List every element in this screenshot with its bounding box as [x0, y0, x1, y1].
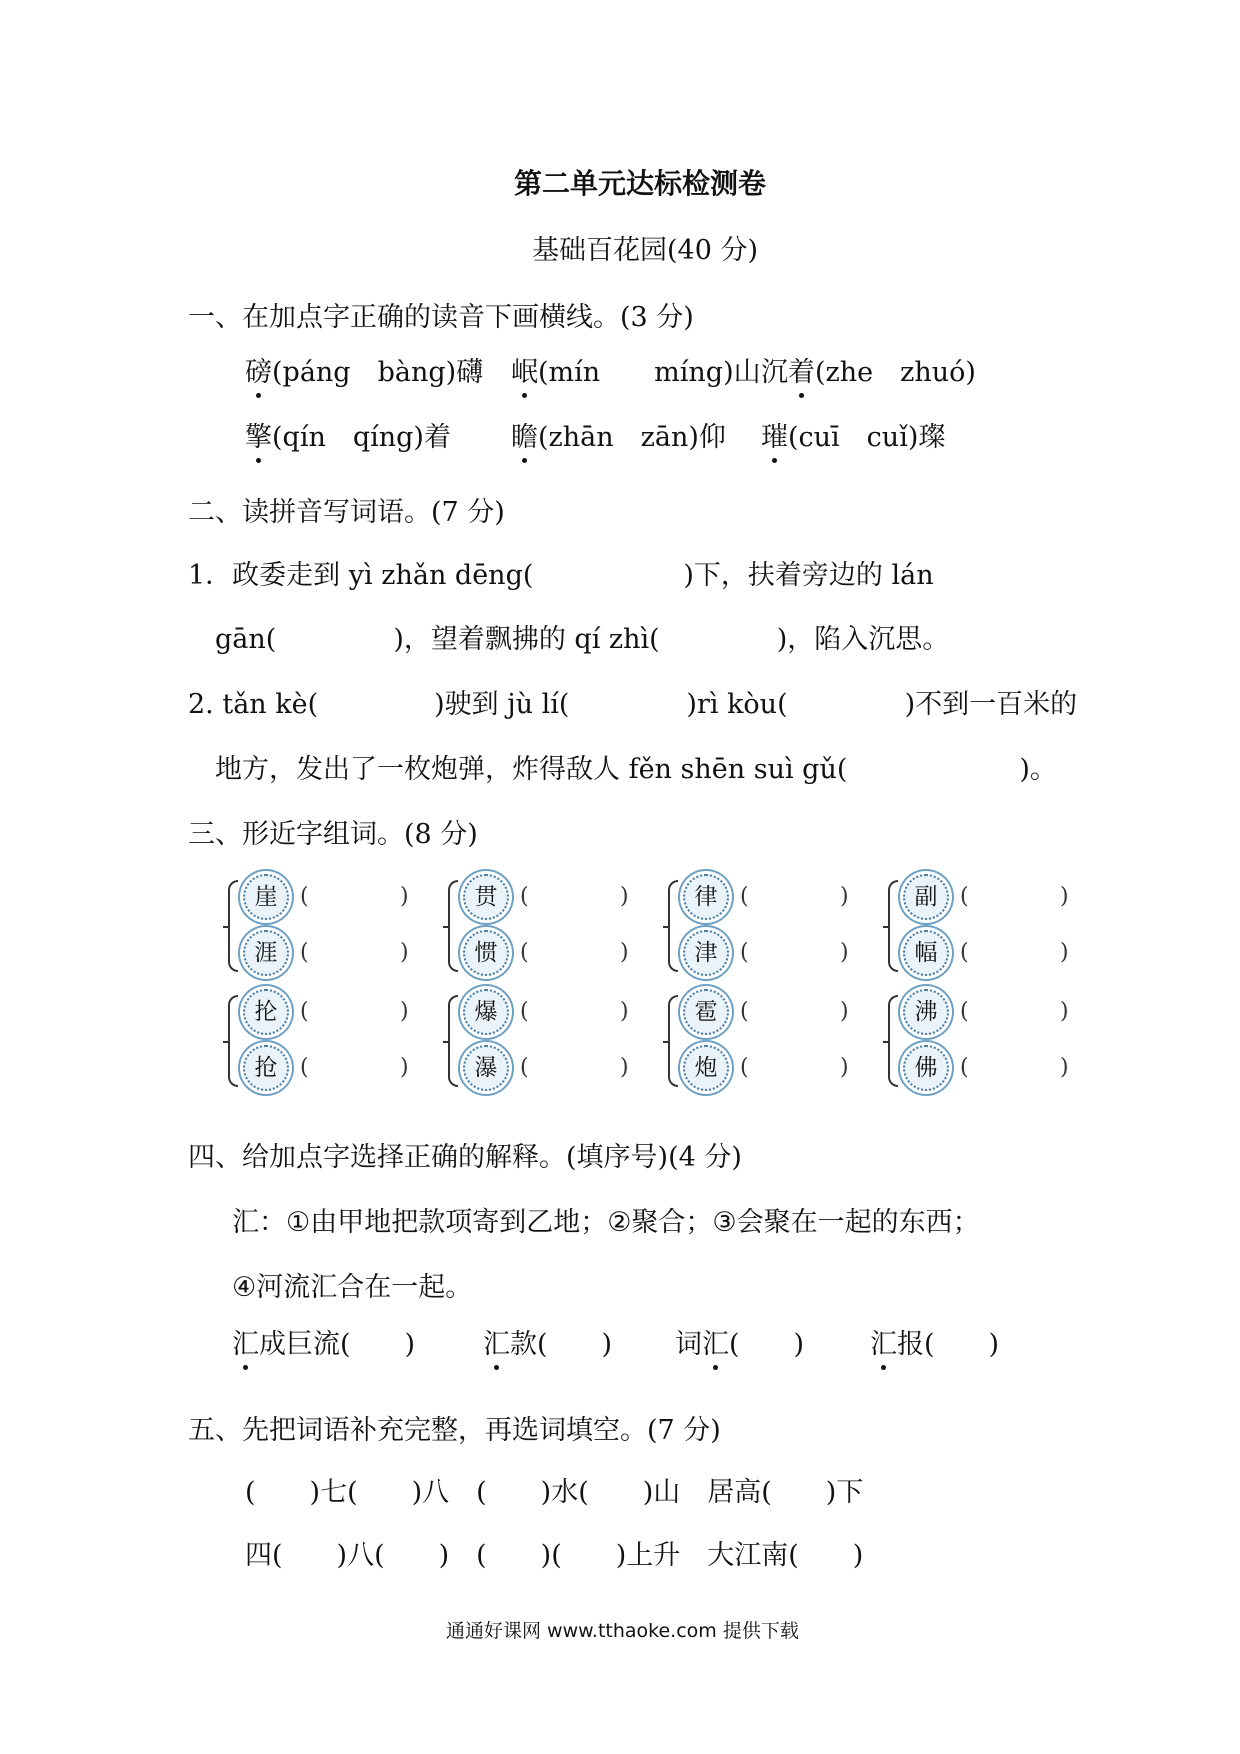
- char-badge: 副: [903, 874, 949, 920]
- q2-text: )rì kòu(: [686, 689, 788, 720]
- group-brace: [448, 995, 458, 1087]
- answer-paren-close[interactable]: ): [620, 940, 629, 965]
- answer-paren-close[interactable]: ): [840, 884, 849, 909]
- char-badge: 瀑: [463, 1045, 509, 1091]
- q5-row-2[interactable]: 四( )八( ) ( )( )上升 大江南( ): [245, 1540, 864, 1571]
- dotted-char: 瞻: [511, 415, 538, 454]
- group-brace: [668, 995, 678, 1087]
- answer-paren-open[interactable]: (: [740, 884, 749, 909]
- q2-line-2: [215, 617, 949, 656]
- answer-paren-open[interactable]: (: [960, 1055, 969, 1080]
- meaning-item[interactable]: [483, 1322, 612, 1361]
- answer-paren-close[interactable]: ): [400, 884, 409, 909]
- q2-text: gān(: [215, 624, 277, 655]
- answer-paren-close[interactable]: ): [620, 1055, 629, 1080]
- answer-paren-close[interactable]: ): [1060, 1055, 1069, 1080]
- char-badge: 幅: [903, 930, 949, 976]
- dotted-char: 擎: [245, 415, 272, 454]
- answer-paren-open[interactable]: (: [300, 1055, 309, 1080]
- char-badge: 律: [683, 874, 729, 920]
- pinyin-choice[interactable]: [245, 415, 451, 454]
- q2-text: )下，扶着旁边的 lán: [683, 560, 934, 591]
- q5-heading: 五、先把词语补充完整，再选词填空。(7 分): [188, 1415, 721, 1446]
- answer-paren-close[interactable]: ): [1060, 884, 1069, 909]
- page-footer: 通通好课网 www.tthaoke.com 提供下载: [446, 1620, 799, 1642]
- char-badge: 炮: [683, 1045, 729, 1091]
- answer-paren-open[interactable]: (: [520, 999, 529, 1024]
- dotted-char: 磅: [245, 350, 272, 389]
- answer-paren-open[interactable]: (: [960, 999, 969, 1024]
- char-badge: 爆: [463, 989, 509, 1035]
- page-title: 第二单元达标检测卷: [514, 167, 767, 200]
- answer-paren-close[interactable]: ): [620, 999, 629, 1024]
- char-badge: 抡: [243, 989, 289, 1035]
- dotted-char: 汇: [483, 1322, 510, 1361]
- answer-paren-close[interactable]: ): [400, 999, 409, 1024]
- q2-text: )。: [1019, 754, 1057, 785]
- answer-paren-close[interactable]: ): [400, 940, 409, 965]
- pinyin-options: (qín qíng)着: [272, 422, 451, 453]
- q2-text: 1．政委走到 yì zhǎn dēng(: [188, 560, 534, 591]
- answer-paren-open[interactable]: (: [740, 940, 749, 965]
- pinyin-choice[interactable]: [511, 415, 726, 454]
- pinyin-choice[interactable]: [761, 415, 945, 454]
- item-text: ( ): [729, 1329, 805, 1360]
- pinyin-choice[interactable]: [245, 350, 483, 389]
- q2-text: 2. tǎn kè(: [188, 689, 319, 720]
- pinyin-options: (zhe zhuó): [815, 357, 976, 388]
- answer-paren-close[interactable]: ): [840, 999, 849, 1024]
- dotted-char: 汇: [870, 1322, 897, 1361]
- item-text: 成巨流( ): [259, 1329, 416, 1360]
- item-text: 款( ): [510, 1329, 613, 1360]
- q2-text: )，望着飘拂的 qí zhì(: [393, 624, 660, 655]
- plain-char: 词: [675, 1329, 702, 1360]
- char-badge: 崖: [243, 874, 289, 920]
- q5-row-1[interactable]: ( )七( )八 ( )水( )山 居高( )下: [245, 1477, 864, 1508]
- pinyin-choice[interactable]: [761, 350, 976, 389]
- answer-paren-close[interactable]: ): [840, 940, 849, 965]
- answer-paren-close[interactable]: ): [400, 1055, 409, 1080]
- meaning-item[interactable]: [232, 1322, 415, 1361]
- plain-char: 沉: [761, 357, 788, 388]
- answer-paren-open[interactable]: (: [740, 999, 749, 1024]
- q2-text: )不到一百米的: [904, 689, 1078, 720]
- dotted-char: 着: [788, 350, 815, 389]
- answer-paren-close[interactable]: ): [1060, 999, 1069, 1024]
- char-badge: 津: [683, 930, 729, 976]
- meaning-item[interactable]: [870, 1322, 999, 1361]
- pinyin-options: (zhān zān)仰: [538, 422, 726, 453]
- answer-paren-open[interactable]: (: [520, 884, 529, 909]
- group-brace: [888, 880, 898, 972]
- pinyin-choice[interactable]: [511, 350, 761, 389]
- group-brace: [228, 880, 238, 972]
- pinyin-options: (cuī cuǐ)璨: [788, 422, 946, 453]
- q3-heading: 三、形近字组词。(8 分): [188, 819, 478, 850]
- meaning-item[interactable]: [675, 1322, 804, 1361]
- section-subtitle: 基础百花园(40 分): [532, 235, 759, 266]
- answer-paren-close[interactable]: ): [1060, 940, 1069, 965]
- q2-line-4: [215, 747, 1057, 786]
- group-brace: [448, 880, 458, 972]
- char-badge: 涯: [243, 930, 289, 976]
- q4-definition-2: ④河流汇合在一起。: [232, 1272, 473, 1303]
- pinyin-options: (páng bàng)礴: [272, 357, 484, 388]
- dotted-char: 汇: [232, 1322, 259, 1361]
- q2-line-1: [188, 553, 934, 592]
- answer-paren-open[interactable]: (: [300, 884, 309, 909]
- group-brace: [888, 995, 898, 1087]
- answer-paren-open[interactable]: (: [960, 940, 969, 965]
- answer-paren-close[interactable]: ): [840, 1055, 849, 1080]
- char-badge: 惯: [463, 930, 509, 976]
- char-badge: 佛: [903, 1045, 949, 1091]
- answer-paren-open[interactable]: (: [520, 1055, 529, 1080]
- answer-paren-open[interactable]: (: [960, 884, 969, 909]
- dotted-char: 汇: [702, 1322, 729, 1361]
- char-badge: 贯: [463, 874, 509, 920]
- answer-paren-open[interactable]: (: [520, 940, 529, 965]
- q1-heading: 一、在加点字正确的读音下画横线。(3 分): [188, 302, 694, 333]
- pinyin-options: (mín míng)山: [538, 357, 761, 388]
- q2-line-3: [188, 682, 1077, 721]
- q2-heading: 二、读拼音写词语。(7 分): [188, 497, 505, 528]
- q4-definition-1: 汇：①由甲地把款项寄到乙地；②聚合；③会聚在一起的东西；: [232, 1207, 980, 1238]
- char-badge: 沸: [903, 989, 949, 1035]
- item-text: 报( ): [897, 1329, 1000, 1360]
- dotted-char: 璀: [761, 415, 788, 454]
- q2-text: )，陷入沉思。: [776, 624, 950, 655]
- q4-heading: 四、给加点字选择正确的解释。(填序号)(4 分): [188, 1142, 742, 1173]
- dotted-char: 岷: [511, 350, 538, 389]
- answer-paren-open[interactable]: (: [300, 999, 309, 1024]
- char-badge: 雹: [683, 989, 729, 1035]
- answer-paren-open[interactable]: (: [740, 1055, 749, 1080]
- char-badge: 抢: [243, 1045, 289, 1091]
- q2-text: )驶到 jù lí(: [434, 689, 570, 720]
- group-brace: [228, 995, 238, 1087]
- group-brace: [668, 880, 678, 972]
- q2-text: 地方，发出了一枚炮弹，炸得敌人 fěn shēn suì gǔ(: [215, 754, 848, 785]
- answer-paren-open[interactable]: (: [300, 940, 309, 965]
- answer-paren-close[interactable]: ): [620, 884, 629, 909]
